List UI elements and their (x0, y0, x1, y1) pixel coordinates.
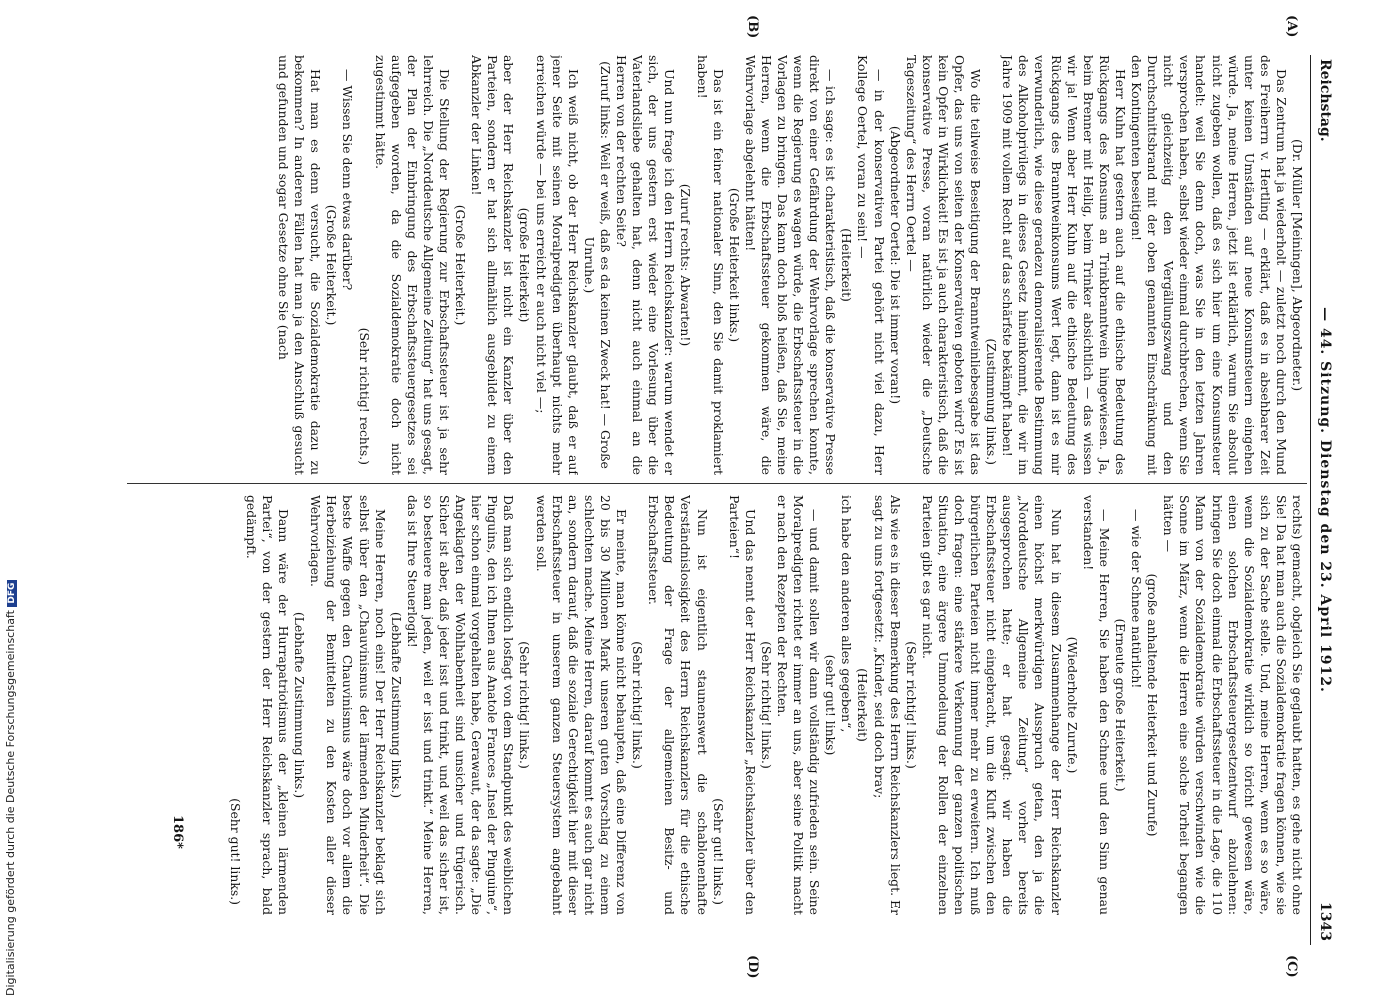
stage-direction: (Lebhafte Zustimmung links.) (388, 611, 404, 799)
paragraph: Und das nennt der Herr Reichskanzler „Reichskanzler über den Parteien“! (726, 495, 758, 915)
paragraph: rechts) gemacht, obgleich Sie geglaubt hatten, es gehe nicht ohne Sie! Da hat man auch die Sozialdemokratie fragen können, wie sie sich zu der Sache stelle. Und, meine Herren, wenn es so wäre, wenn die Sozialdemokratie wirklich so töricht gewesen wäre, einen solchen Erbschaftssteuergesetzentwurf abzulehnen: bringen Sie doch einmal die Erbschaftssteuer in die Lage, die 110 Mann von der Sozialdemokratie würden verschwinden wie die Sonne im März, wenn die Herren eine solche Torheit begangen hätten — (1161, 495, 1305, 915)
stage-direction: (Lebhafte Zustimmung links.) (292, 611, 308, 799)
margin-mark-a: (A) (1284, 15, 1299, 38)
stage-direction: (Sehr richtig! links.) (630, 641, 646, 769)
stage-direction: (Zuruf rechts: Abwarten!) (678, 183, 694, 347)
left-column (125, 55, 1305, 475)
digitization-credit (0, 0, 22, 1000)
margin-mark-c: (C) (1284, 955, 1299, 978)
stage-direction: (Heiterkeit) (855, 668, 871, 742)
stage-direction: (Heiterkeit) (839, 228, 855, 302)
column-divider (127, 483, 1307, 484)
margin-mark-b: (B) (745, 15, 760, 39)
stage-direction: (Sehr richtig! rechts.) (356, 327, 372, 465)
stage-direction: (Erneute große Heiterkeit.) (1112, 618, 1128, 792)
paragraph: ich habe den anderen alles gegeben“, (839, 495, 855, 733)
scanned-page (85, 15, 1335, 979)
speaker-line: (Dr. Müller [Meiningen], Abgeordneter.) (1290, 138, 1305, 392)
header-center: — 44. Sitzung. Dienstag den 23. April 1912. (1317, 307, 1333, 693)
stage-direction: (Sehr gut! links.) (710, 798, 726, 905)
margin-mark-d: (D) (745, 955, 760, 979)
paragraph: Dann wäre der Hurrapatriotismus der „kleinen lärmenden Partei“, von der gestern der Herr Reichskanzler sprach, bald gedämpft. (243, 495, 292, 915)
stage-direction: (Große Heiterkeit.) (324, 204, 340, 326)
paragraph: — ich sage: es ist charakteristisch, daß die konservative Presse direkt von einer Gefährdung der Wehrvorlage sprechen konnte, wenn die Regierung es wagen würde, die Erbschaftssteuer in die Vorlagen zu bringen. Das kann doch bloß heißen, daß Sie, meine Herren, wenn die Erbschaftssteuer gekommen wäre, die Wehrvorlage abgelehnt hätten! (742, 55, 839, 475)
paragraph: Als wie es in dieser Bemerkung des Herrn Reichskanzlers liegt. Er sagt zu uns fortgesetzt: „Kinder, seid doch brav; (871, 495, 903, 915)
paragraph: Hat man es denn versucht, die Sozialdemokratie dazu zu bekommen? In anderen Fällen hat man ja den Anschluß gesucht und gefunden und sogar Gesetze ohne Sie (nach (276, 55, 324, 475)
paragraph: aber der Herr Reichskanzler ist nicht ein Kanzler über den Parteien, sondern er hat sich allmählich ausgebildet zu einem Abkanzler der Linken! (469, 55, 517, 475)
paragraph: — in der konservativen Partei gehört nicht viel dazu, Herr Kollege Oertel, voran zu sein! — (855, 55, 887, 475)
paragraph: — wie der Schnee natürlich! (1129, 509, 1145, 689)
paragraph: Ich weiß nicht, ob der Herr Reichskanzler glaubt, daß er auf jener Seite mit seinen Moralpredigten überhaupt nichts mehr erreichen würde — bei uns erreicht er auch nicht viel —; (533, 55, 581, 475)
stage-direction: (Sehr richtig! links.) (758, 641, 774, 769)
credit-text-line (4, 0, 17, 996)
stage-direction: (Zustimmung links.) (984, 338, 1000, 465)
paragraph: Und nun frage ich den Herrn Reichskanzler: warum wendet er sich, der uns gestern erst wieder eine Vorlesung über die Vaterlandsliebe gehalten hat, denn nicht auch einmal an die Herren von der rechten Seite? (614, 55, 678, 475)
paragraph: Das ist ein feiner nationaler Sinn, den Sie damit proklamiert haben! (694, 55, 726, 475)
stage-direction: (große Heiterkeit) (517, 207, 533, 323)
stage-direction: (Wiederholte Zurufe.) (1064, 636, 1080, 774)
stage-direction: (sehr gut! links) (823, 654, 839, 756)
stage-direction: (Große Heiterkeit links.) (726, 187, 742, 343)
paragraph: Herr Kuhn hat gestern auch auf die ethische Bedeutung des Rückgangs des Konsums an Trinkbranntwein hingewiesen. Ja, beim Brenner mit Heilig, beim Trinker absichtlich — das wissen wir ja! Wenn aber Herr Kuhn auf die ethische Bedeutung des Rückgangs des Branntweinkonsums Wert legt, dann ist es mir verwunderlich, wie diese geradezu demoralisierende Bestimmung des Alkoholprivilegs in dieses Gesetz hineinkommt, die wir im Jahre 1909 mit vollem Recht auf das schärfste bekämpft haben! (1000, 55, 1128, 475)
stage-direction: (große anhaltende Heiterkeit und Zurufe) (1145, 573, 1161, 837)
paragraph: — und damit sollen wir dann vollständig zufrieden sein. Seine Moralpredigten richtet er immer an uns, aber seine Politik macht er nach den Rezepten der Rechten. (775, 495, 823, 915)
paragraph: Nun ist eigentlich staunenswert die schablonenhafte Verständnislosigkeit des Herrn Reichskanzlers für die ethische Bedeutung der Frage der allgemeinen Besitz- und Erbschaftssteuer. (646, 495, 710, 915)
paragraph: — Wissen Sie denn etwas darüber? (340, 69, 356, 291)
dfg-logo: DFG (7, 580, 17, 607)
bottom-page-number: 186* (170, 815, 185, 849)
paragraph: Daß man sich endlich losfagt von dem Standpunkt des weiblichen Pinguins, den ich Ihnen aus Anatole Frances „Insel der Pinguine“, hier schon einmal vorgehalten habe, Gerawaut, der da sagte: „Die Angeklagten der Wohlhabenheit sind unsicher und trügerisch. Sicher ist aber, daß jeder isst und trinkt, und weil das sicher ist, so besteuere man jeden, weil er isst und trinkt.“ Meine Herren, das ist Ihre Steuerlogik! (404, 495, 517, 915)
paragraph: Nun hat in diesem Zusammenhange der Herr Reichskanzler einen höchst merkwürdigen Ausspruch getan, den ja die „Norddeutsche Allgemeine Zeitung“ vorher bereits ausgesprochen hatte; er hat gesagt: wir haben die Erbschaftssteuer nicht eingebracht, um die Kluft zwischen den bürgerlichen Parteien nicht immer mehr zu erweitern. Ich muß doch fragen: eine stärkere Verkennung der ganzen politischen Situation, eine ärgere Ummodelung der Rollen der einzelnen Parteien gibt es gar nicht. (919, 495, 1064, 915)
paragraph: Das Zentrum hat ja wiederholt — zuletzt noch durch den Mund des Freiherrn v. Hertling — erklärt, daß es in absehbarer Zeit unter keinen Umständen auf neue Konsumsteuern eingehen würde. Ja, meine Herren, jetzt ist erklärlich, warum Sie absolut nicht zugeben wollen, daß es sich hier um eine Konsumsteuer handelt: weil Sie denn doch, was Sie in den letzten Jahren versprochen haben, selbst wieder einmal durchbrechen, wenn Sie nicht gleichzeitig den Vergällungszwang und den Durchschnittsbrand mit der oben genannten Einschränkung mit den Kontingenten beseitigen! (1129, 55, 1289, 475)
stage-direction: (Sehr richtig! links.) (903, 641, 919, 769)
stage-direction: (Sehr richtig! links.) (517, 641, 533, 769)
header-left: Reichstag. (1317, 59, 1333, 142)
paragraph: Wo die teilweise Beseitigung der Branntweinliebesgabe ist das Opfer, das uns von seiten der Konservativen geboten wird? Es ist kein Opfer in Wirklichkeit! Es ist ja auch charakteristisch, daß die konservative Presse, voran natürlich wieder die „Deutsche Tageszeitung“ des Herrn Oertel — (903, 55, 984, 475)
right-column (125, 495, 1305, 915)
stage-direction: (Sehr gut! links.) (227, 798, 243, 905)
credit-text: Digitalisierung gefördert durch die Deutsche Forschungsgemeinschaft (4, 610, 17, 996)
paragraph: Die Stellung der Regierung zur Erbschaftssteuer ist ja sehr lehrreich. Die „Norddeutsche Allgemeine Zeitung“ hat uns gesagt, der Plan der Einbringung des Erbschaftssteuergesetzes sei aufgegeben worden, da die Sozialdemokratie doch nicht zugestimmt hätte. (372, 55, 453, 475)
stage-direction: (Große Heiterkeit.) (453, 204, 469, 326)
paragraph: Meine Herren, noch eins! Der Herr Reichskanzler beklagt sich selbst über den „Chauvinismus der lärmenden Minderheit“. Die beste Waffe gegen den Chauvinismus wäre doch vor allem die Herbeiziehung der Bemittelten zu den Kosten aller dieser Wehrvorlagen. (308, 495, 388, 915)
stage-direction: (Abgeordneter Oertel: Die ist immer voran!) (887, 125, 903, 405)
paragraph: Er meinte, man könne nicht behaupten, daß eine Differenz von 20 bis 30 Millionen Mark unseren guten Vorschlag zu einem schlechten mache. Meine Herren, darauf kommt es auch gar nicht an, sondern darauf, daß die soziale Gerechtigkeit hier mit dieser Erbschaftssteuer in unserem ganzen Steuersystem angebahnt werden soll. (533, 495, 630, 915)
header-page-number: 1343 (1317, 902, 1333, 941)
paragraph: — Meine Herren, Sie haben den Schnee und den Sinn genau verstanden! (1080, 495, 1112, 915)
stage-direction: (Zuruf links: Weil er weiß, daß es da keinen Zweck hat! — Große Unruhe.) (581, 61, 613, 469)
running-header (1310, 55, 1335, 945)
